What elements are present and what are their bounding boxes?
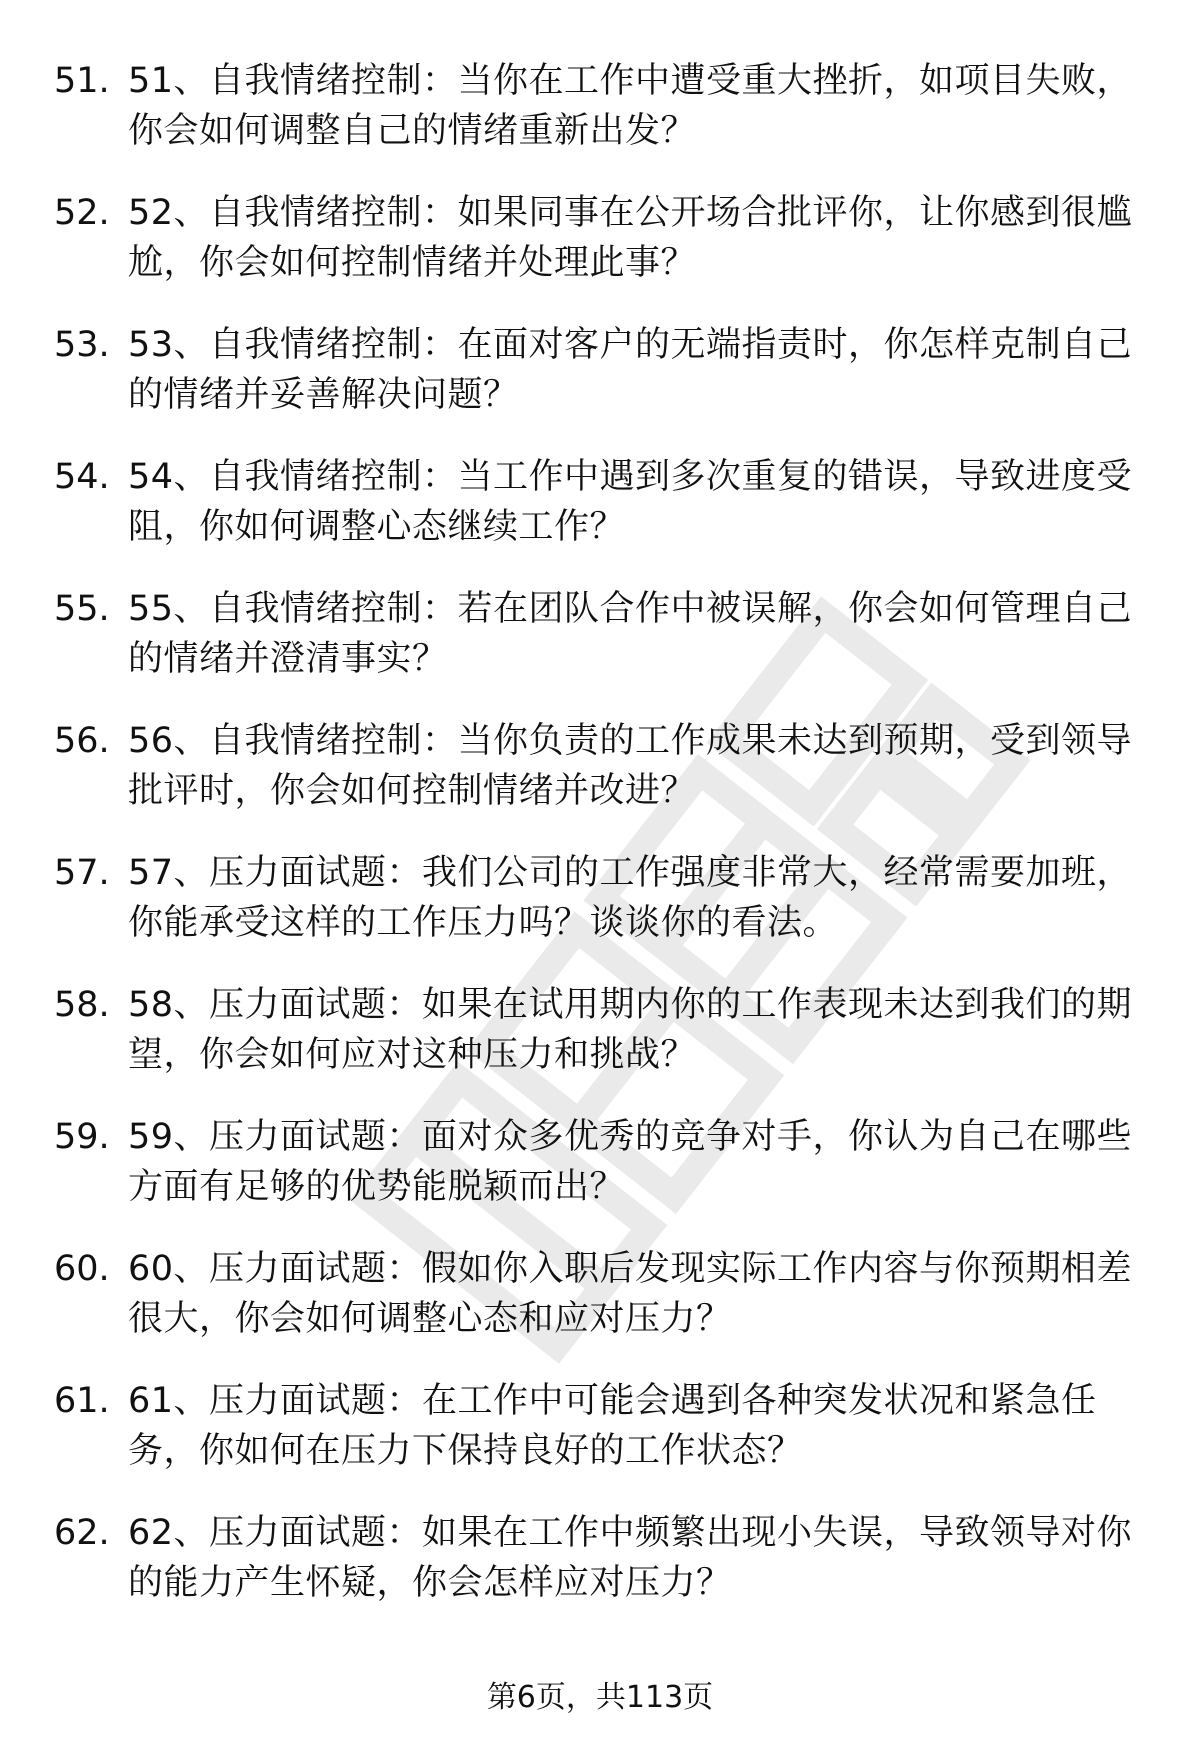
list-item bbox=[0, 1376, 1200, 1508]
question-text: 56、自我情绪控制：当你负责的工作成果未达到预期，受到领导批评时，你会如何控制情绪并改进？ bbox=[128, 721, 1133, 811]
question-text: 53、自我情绪控制：在面对客户的无端指责时，你怎样克制自己的情绪并妥善解决问题？ bbox=[128, 325, 1133, 415]
list-item bbox=[0, 716, 1200, 848]
question-text: 62、压力面试题：如果在工作中频繁出现小失误，导致领导对你的能力产生怀疑，你会怎样应对压力？ bbox=[128, 1513, 1133, 1603]
list-item bbox=[0, 848, 1200, 980]
question-text: 52、自我情绪控制：如果同事在公开场合批评你，让你感到很尴尬，你会如何控制情绪并处理此事？ bbox=[128, 193, 1133, 283]
list-item bbox=[0, 1508, 1200, 1640]
list-item bbox=[0, 1112, 1200, 1244]
question-text: 51、自我情绪控制：当你在工作中遭受重大挫折，如项目失败，你会如何调整自己的情绪重新出发？ bbox=[128, 61, 1133, 151]
question-text: 58、压力面试题：如果在试用期内你的工作表现未达到我们的期望，你会如何应对这种压力和挑战？ bbox=[128, 985, 1133, 1075]
question-number: 58. bbox=[54, 985, 110, 1025]
list-item bbox=[0, 320, 1200, 452]
question-number: 52. bbox=[54, 193, 110, 233]
question-text: 57、压力面试题：我们公司的工作强度非常大，经常需要加班，你能承受这样的工作压力吗？谈谈你的看法。 bbox=[128, 853, 1133, 943]
question-number: 55. bbox=[54, 589, 110, 629]
question-number: 61. bbox=[54, 1381, 110, 1421]
question-number: 57. bbox=[54, 853, 110, 893]
question-text: 61、压力面试题：在工作中可能会遇到各种突发状况和紧急任务，你如何在压力下保持良好的工作状态？ bbox=[128, 1381, 1097, 1471]
list-item bbox=[0, 452, 1200, 584]
question-list bbox=[0, 56, 1200, 1640]
page-indicator: 第6页，共113页 bbox=[486, 1680, 714, 1715]
question-text: 59、压力面试题：面对众多优秀的竞争对手，你认为自己在哪些方面有足够的优势能脱颖而出？ bbox=[128, 1117, 1133, 1207]
question-number: 60. bbox=[54, 1249, 110, 1289]
question-number: 51. bbox=[54, 61, 110, 101]
question-number: 59. bbox=[54, 1117, 110, 1157]
question-text: 54、自我情绪控制：当工作中遇到多次重复的错误，导致进度受阻，你如何调整心态继续工作？ bbox=[128, 457, 1133, 547]
list-item bbox=[0, 584, 1200, 716]
list-item bbox=[0, 56, 1200, 188]
question-number: 54. bbox=[54, 457, 110, 497]
question-text: 55、自我情绪控制：若在团队合作中被误解，你会如何管理自己的情绪并澄清事实？ bbox=[128, 589, 1133, 679]
list-item bbox=[0, 188, 1200, 320]
list-item bbox=[0, 980, 1200, 1112]
question-number: 62. bbox=[54, 1513, 110, 1553]
question-number: 56. bbox=[54, 721, 110, 761]
question-text: 60、压力面试题：假如你入职后发现实际工作内容与你预期相差很大，你会如何调整心态和应对压力？ bbox=[128, 1249, 1133, 1339]
question-number: 53. bbox=[54, 325, 110, 365]
list-item bbox=[0, 1244, 1200, 1376]
